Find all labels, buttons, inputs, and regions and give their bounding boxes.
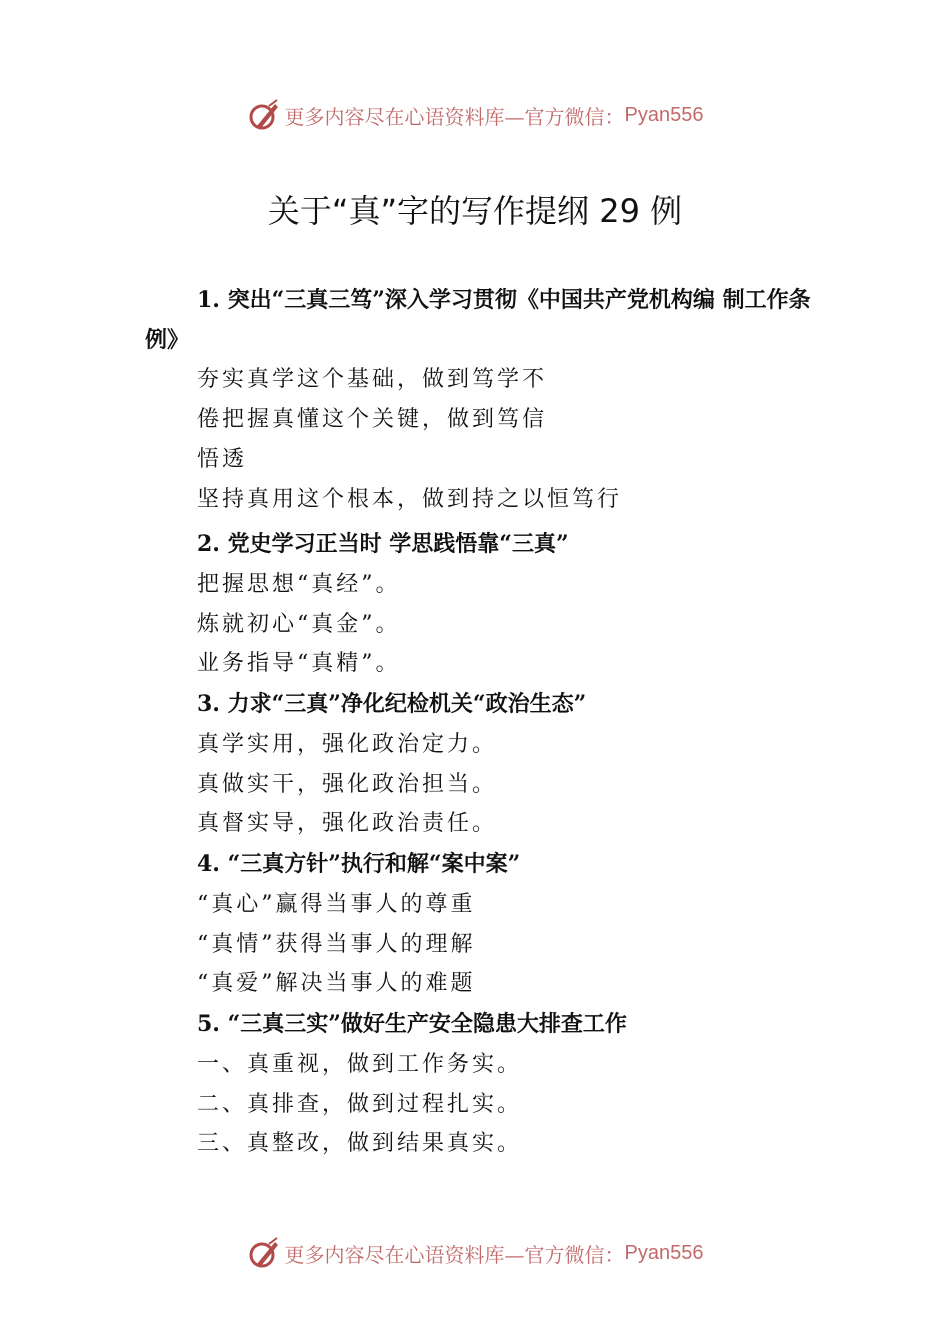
footer-banner bbox=[0, 1233, 950, 1273]
banner-wechat-id: Pyan556 bbox=[624, 1241, 704, 1264]
banner-wechat-id: Pyan556 bbox=[624, 103, 704, 126]
document-title: 关于“真”字的写作提纲 29 例 bbox=[267, 192, 683, 230]
section-line: 真做实干，强化政治担当。 bbox=[197, 772, 498, 797]
section-line: “真爱”解决当事人的难题 bbox=[197, 971, 476, 996]
section-line: 业务指导“真精”。 bbox=[197, 651, 401, 676]
section-line: 把握思想“真经”。 bbox=[197, 572, 401, 597]
section-line: 悟透 bbox=[197, 447, 248, 472]
section-line: 二、真排查，做到过程扎实。 bbox=[197, 1092, 523, 1117]
section-line: 真督实导，强化政治责任。 bbox=[197, 811, 498, 836]
section-heading: 2. 党史学习正当时 学思践悟靠“三真” bbox=[197, 531, 569, 557]
section-line: 坚持真用这个根本，做到持之以恒笃行 bbox=[197, 487, 623, 512]
section-line: “真心”赢得当事人的尊重 bbox=[197, 892, 476, 917]
banner-text: 更多内容尽在心语资料库—官方微信： bbox=[284, 1242, 625, 1267]
section-line: 真学实用，强化政治定力。 bbox=[197, 732, 498, 757]
section-line: 倦把握真懂这个关键，做到笃信 bbox=[197, 407, 548, 432]
section-heading: 4. “三真方针”执行和解“案中案” bbox=[197, 851, 521, 877]
banner-text: 更多内容尽在心语资料库—官方微信： bbox=[284, 104, 625, 129]
section-line: 三、真整改，做到结果真实。 bbox=[197, 1131, 523, 1156]
section-heading: 1. 突出“三真三笃”深入学习贯彻《中国共产党机构编 制工作条例》 bbox=[145, 287, 811, 353]
quill-pen-logo-icon bbox=[247, 98, 281, 132]
section-heading: 5. “三真三实”做好生产安全隐患大排查工作 bbox=[197, 1011, 627, 1037]
section-line: “真情”获得当事人的理解 bbox=[197, 932, 476, 957]
section-line: 一、真重视，做到工作务实。 bbox=[197, 1052, 523, 1077]
section-line: 炼就初心“真金”。 bbox=[197, 612, 401, 637]
section-line: 夯实真学这个基础，做到笃学不 bbox=[197, 367, 548, 392]
quill-pen-logo-icon bbox=[247, 1236, 281, 1270]
section-heading: 3. 力求“三真”净化纪检机关“政治生态” bbox=[197, 691, 587, 717]
header-banner bbox=[0, 95, 950, 135]
